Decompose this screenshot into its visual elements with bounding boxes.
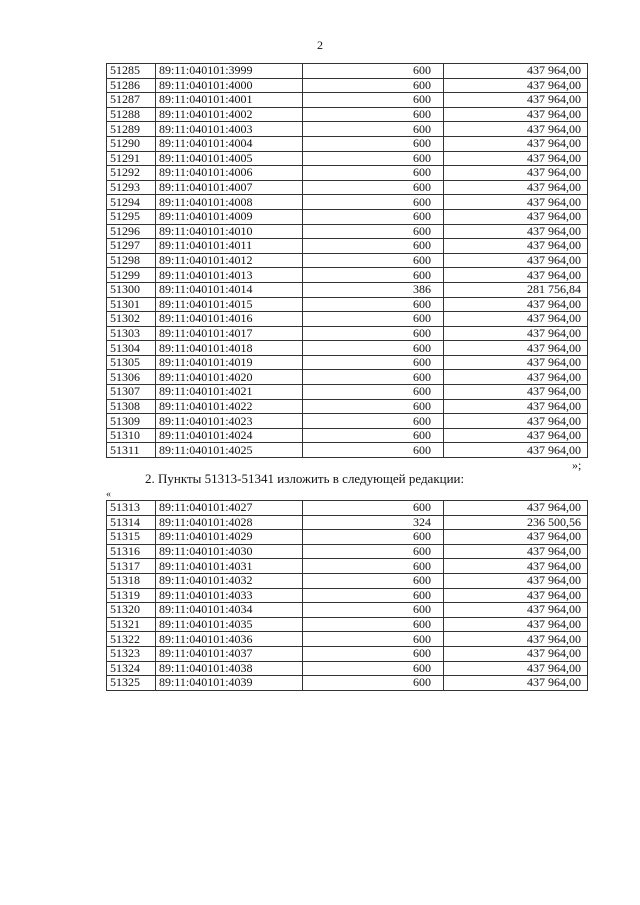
table-row [107, 573, 588, 588]
row-number: 51304 [107, 341, 156, 356]
table-row [107, 166, 588, 181]
table-row [107, 355, 588, 370]
area-value: 600 [303, 370, 444, 385]
table-row [107, 224, 588, 239]
row-number: 51299 [107, 268, 156, 283]
area-value: 600 [303, 297, 444, 312]
table-row [107, 268, 588, 283]
cadastral-number: 89:11:040101:4037 [156, 646, 303, 661]
price-value: 437 964,00 [444, 93, 588, 108]
price-value: 437 964,00 [444, 617, 588, 632]
price-value: 437 964,00 [444, 355, 588, 370]
cadastral-number: 89:11:040101:4024 [156, 428, 303, 443]
price-value: 437 964,00 [444, 195, 588, 210]
row-number: 51302 [107, 312, 156, 327]
area-value: 600 [303, 93, 444, 108]
price-value: 437 964,00 [444, 399, 588, 414]
row-number: 51290 [107, 136, 156, 151]
table-body [107, 501, 588, 691]
row-number: 51319 [107, 588, 156, 603]
price-value: 437 964,00 [444, 122, 588, 137]
price-value: 437 964,00 [444, 385, 588, 400]
cadastral-number: 89:11:040101:4009 [156, 209, 303, 224]
area-value: 600 [303, 603, 444, 618]
cadastral-number: 89:11:040101:4020 [156, 370, 303, 385]
price-value: 437 964,00 [444, 544, 588, 559]
price-value: 437 964,00 [444, 326, 588, 341]
table-row [107, 195, 588, 210]
row-number: 51313 [107, 501, 156, 516]
closing-quote: »; [572, 458, 582, 472]
price-value: 437 964,00 [444, 414, 588, 429]
area-value: 600 [303, 559, 444, 574]
row-number: 51320 [107, 603, 156, 618]
area-value: 600 [303, 573, 444, 588]
table-row [107, 78, 588, 93]
area-value: 600 [303, 588, 444, 603]
area-value: 600 [303, 530, 444, 545]
area-value: 600 [303, 341, 444, 356]
row-number: 51324 [107, 661, 156, 676]
price-value: 437 964,00 [444, 530, 588, 545]
area-value: 600 [303, 399, 444, 414]
cadastral-number: 89:11:040101:4005 [156, 151, 303, 166]
cadastral-number: 89:11:040101:4031 [156, 559, 303, 574]
row-number: 51289 [107, 122, 156, 137]
opening-quote: « [106, 489, 111, 500]
price-value: 437 964,00 [444, 209, 588, 224]
table-row [107, 326, 588, 341]
table-row [107, 501, 588, 516]
area-value: 600 [303, 632, 444, 647]
row-number: 51325 [107, 676, 156, 691]
table-row [107, 136, 588, 151]
table-row [107, 530, 588, 545]
area-value: 600 [303, 107, 444, 122]
table-row [107, 370, 588, 385]
area-value: 600 [303, 326, 444, 341]
cadastral-number: 89:11:040101:4010 [156, 224, 303, 239]
area-value: 600 [303, 414, 444, 429]
price-value: 437 964,00 [444, 180, 588, 195]
table-row [107, 588, 588, 603]
price-value: 437 964,00 [444, 224, 588, 239]
area-value: 600 [303, 195, 444, 210]
price-value: 437 964,00 [444, 136, 588, 151]
area-value: 600 [303, 209, 444, 224]
row-number: 51305 [107, 355, 156, 370]
cadastral-number: 89:11:040101:4023 [156, 414, 303, 429]
row-number: 51298 [107, 253, 156, 268]
row-number: 51292 [107, 166, 156, 181]
price-value: 437 964,00 [444, 632, 588, 647]
area-value: 600 [303, 355, 444, 370]
row-number: 51297 [107, 239, 156, 254]
cadastral-number: 89:11:040101:4006 [156, 166, 303, 181]
price-value: 437 964,00 [444, 443, 588, 458]
cadastral-number: 89:11:040101:4039 [156, 676, 303, 691]
cadastral-number: 89:11:040101:4003 [156, 122, 303, 137]
cadastral-number: 89:11:040101:4016 [156, 312, 303, 327]
cadastral-number: 89:11:040101:4004 [156, 136, 303, 151]
price-value: 437 964,00 [444, 239, 588, 254]
row-number: 51293 [107, 180, 156, 195]
row-number: 51285 [107, 64, 156, 79]
area-value: 600 [303, 312, 444, 327]
area-value: 600 [303, 253, 444, 268]
table-row [107, 443, 588, 458]
cadastral-number: 89:11:040101:4001 [156, 93, 303, 108]
price-value: 437 964,00 [444, 297, 588, 312]
table-row [107, 282, 588, 297]
row-number: 51318 [107, 573, 156, 588]
row-number: 51287 [107, 93, 156, 108]
table-row [107, 617, 588, 632]
row-number: 51294 [107, 195, 156, 210]
row-number: 51301 [107, 297, 156, 312]
table-row [107, 107, 588, 122]
price-value: 437 964,00 [444, 341, 588, 356]
cadastral-number: 89:11:040101:4008 [156, 195, 303, 210]
cadastral-number: 89:11:040101:4027 [156, 501, 303, 516]
area-value: 600 [303, 385, 444, 400]
cadastral-number: 89:11:040101:4025 [156, 443, 303, 458]
cadastral-number: 89:11:040101:4014 [156, 282, 303, 297]
area-value: 600 [303, 617, 444, 632]
row-number: 51317 [107, 559, 156, 574]
area-value: 600 [303, 544, 444, 559]
row-number: 51286 [107, 78, 156, 93]
table-row [107, 180, 588, 195]
table-row [107, 646, 588, 661]
cadastral-number: 89:11:040101:4007 [156, 180, 303, 195]
price-value: 437 964,00 [444, 588, 588, 603]
cadastral-number: 89:11:040101:4021 [156, 385, 303, 400]
area-value: 600 [303, 122, 444, 137]
area-value: 600 [303, 151, 444, 166]
table-row [107, 559, 588, 574]
cadastral-number: 89:11:040101:4015 [156, 297, 303, 312]
row-number: 51321 [107, 617, 156, 632]
row-number: 51315 [107, 530, 156, 545]
table-body [107, 64, 588, 458]
price-value: 437 964,00 [444, 661, 588, 676]
price-value: 437 964,00 [444, 151, 588, 166]
table-row [107, 515, 588, 530]
cadastral-number: 89:11:040101:4036 [156, 632, 303, 647]
row-number: 51296 [107, 224, 156, 239]
area-value: 600 [303, 268, 444, 283]
price-value: 437 964,00 [444, 253, 588, 268]
price-value: 437 964,00 [444, 676, 588, 691]
row-number: 51308 [107, 399, 156, 414]
table-row [107, 312, 588, 327]
cadastral-number: 89:11:040101:4011 [156, 239, 303, 254]
land-plots-table-1 [106, 63, 588, 458]
cadastral-number: 89:11:040101:4034 [156, 603, 303, 618]
area-value: 600 [303, 136, 444, 151]
table-row [107, 428, 588, 443]
table-row [107, 632, 588, 647]
price-value: 281 756,84 [444, 282, 588, 297]
area-value: 600 [303, 428, 444, 443]
row-number: 51311 [107, 443, 156, 458]
cadastral-number: 89:11:040101:4029 [156, 530, 303, 545]
row-number: 51306 [107, 370, 156, 385]
cadastral-number: 89:11:040101:4017 [156, 326, 303, 341]
area-value: 600 [303, 443, 444, 458]
area-value: 386 [303, 282, 444, 297]
row-number: 51307 [107, 385, 156, 400]
cadastral-number: 89:11:040101:4038 [156, 661, 303, 676]
area-value: 600 [303, 501, 444, 516]
cadastral-number: 89:11:040101:4018 [156, 341, 303, 356]
price-value: 437 964,00 [444, 166, 588, 181]
cadastral-number: 89:11:040101:4019 [156, 355, 303, 370]
cadastral-number: 89:11:040101:4030 [156, 544, 303, 559]
area-value: 600 [303, 224, 444, 239]
row-number: 51323 [107, 646, 156, 661]
table-row [107, 414, 588, 429]
area-value: 600 [303, 239, 444, 254]
table-row [107, 544, 588, 559]
amendment-paragraph: 2. Пункты 51313-51341 изложить в следующей редакции: [145, 471, 465, 486]
cadastral-number: 89:11:040101:4002 [156, 107, 303, 122]
row-number: 51303 [107, 326, 156, 341]
table-row [107, 603, 588, 618]
area-value: 600 [303, 661, 444, 676]
price-value: 437 964,00 [444, 573, 588, 588]
row-number: 51288 [107, 107, 156, 122]
page-number: 2 [317, 38, 323, 52]
cadastral-number: 89:11:040101:4028 [156, 515, 303, 530]
row-number: 51300 [107, 282, 156, 297]
row-number: 51316 [107, 544, 156, 559]
area-value: 600 [303, 64, 444, 79]
table-row [107, 661, 588, 676]
table-row [107, 253, 588, 268]
price-value: 437 964,00 [444, 268, 588, 283]
price-value: 437 964,00 [444, 312, 588, 327]
table-row [107, 385, 588, 400]
area-value: 600 [303, 166, 444, 181]
cadastral-number: 89:11:040101:3999 [156, 64, 303, 79]
table-row [107, 676, 588, 691]
cadastral-number: 89:11:040101:4022 [156, 399, 303, 414]
table-row [107, 122, 588, 137]
cadastral-number: 89:11:040101:4033 [156, 588, 303, 603]
table-row [107, 399, 588, 414]
row-number: 51322 [107, 632, 156, 647]
row-number: 51309 [107, 414, 156, 429]
price-value: 437 964,00 [444, 501, 588, 516]
area-value: 600 [303, 646, 444, 661]
price-value: 437 964,00 [444, 107, 588, 122]
price-value: 437 964,00 [444, 646, 588, 661]
table-row [107, 341, 588, 356]
cadastral-number: 89:11:040101:4000 [156, 78, 303, 93]
table-row [107, 64, 588, 79]
cadastral-number: 89:11:040101:4032 [156, 573, 303, 588]
table-row [107, 151, 588, 166]
row-number: 51295 [107, 209, 156, 224]
row-number: 51314 [107, 515, 156, 530]
row-number: 51291 [107, 151, 156, 166]
price-value: 437 964,00 [444, 428, 588, 443]
table-row [107, 209, 588, 224]
price-value: 437 964,00 [444, 78, 588, 93]
price-value: 437 964,00 [444, 603, 588, 618]
price-value: 437 964,00 [444, 559, 588, 574]
table-row [107, 239, 588, 254]
table-row [107, 93, 588, 108]
area-value: 600 [303, 180, 444, 195]
cadastral-number: 89:11:040101:4013 [156, 268, 303, 283]
cadastral-number: 89:11:040101:4035 [156, 617, 303, 632]
cadastral-number: 89:11:040101:4012 [156, 253, 303, 268]
area-value: 324 [303, 515, 444, 530]
row-number: 51310 [107, 428, 156, 443]
price-value: 437 964,00 [444, 370, 588, 385]
area-value: 600 [303, 78, 444, 93]
land-plots-table-2 [106, 500, 588, 691]
area-value: 600 [303, 676, 444, 691]
price-value: 437 964,00 [444, 64, 588, 79]
price-value: 236 500,56 [444, 515, 588, 530]
table-row [107, 297, 588, 312]
